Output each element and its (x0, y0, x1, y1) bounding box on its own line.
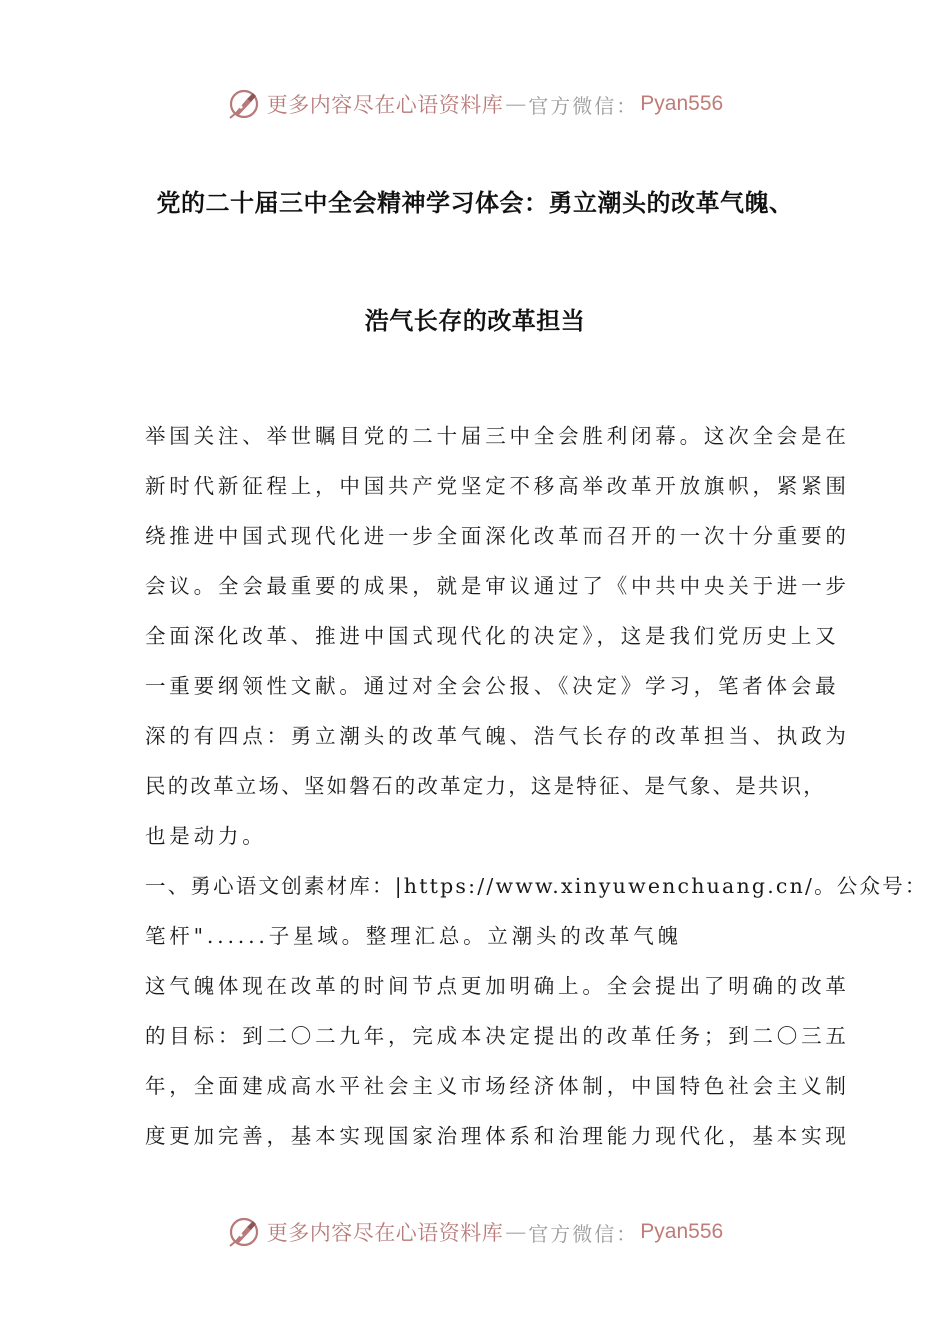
watermark-footer (0, 1212, 950, 1252)
body-line-link: 一、勇心语文创素材库：|https://www.xinyuwenchuang.cn/。公众号： (145, 874, 928, 898)
watermark-wechat-id: Pyan556 (640, 1220, 724, 1243)
watermark-wechat-label: 官方微信： (528, 1221, 639, 1246)
body-line: 的目标：到二〇二九年，完成本决定提出的改革任务；到二〇三五 (145, 1024, 850, 1048)
body-line: 民的改革立场、坚如磐石的改革定力，这是特征、是气象、是共识， (145, 774, 826, 798)
body-line: 新时代新征程上，中国共产党坚定不移高举改革开放旗帜，紧紧围 (145, 474, 850, 498)
pen-nib-logo-icon (227, 87, 261, 121)
body-line: 会议。全会最重要的成果，就是审议通过了《中共中央关于进一步 (145, 574, 850, 598)
watermark-text: 更多内容尽在心语资料库 (266, 93, 504, 117)
body-line: 笔杆"......子星域。整理汇总。立潮头的改革气魄 (145, 924, 682, 948)
body-line: 举国关注、举世瞩目党的二十届三中全会胜利闭幕。这次全会是在 (145, 424, 850, 448)
body-line: 也是动力。 (145, 824, 267, 848)
body-line: 绕推进中国式现代化进一步全面深化改革而召开的一次十分重要的 (145, 524, 850, 548)
body-line: 全面深化改革、推进中国式现代化的决定》，这是我们党历史上又 (145, 624, 840, 648)
document-body (145, 418, 928, 1168)
body-line: 这气魄体现在改革的时间节点更加明确上。全会提出了明确的改革 (145, 974, 850, 998)
document-title-line-2: 浩气长存的改革担当 (364, 307, 586, 335)
watermark-wechat-label: 官方微信： (528, 93, 639, 118)
body-line: 年，全面建成高水平社会主义市场经济体制，中国特色社会主义制 (145, 1074, 850, 1098)
pen-nib-logo-icon (227, 1215, 261, 1249)
watermark-header (0, 84, 950, 124)
watermark-separator: — (505, 92, 527, 116)
body-line: 度更加完善，基本实现国家治理体系和治理能力现代化，基本实现 (145, 1124, 850, 1148)
watermark-wechat-id: Pyan556 (640, 92, 724, 115)
watermark-text: 更多内容尽在心语资料库 (266, 1221, 504, 1245)
body-line: 深的有四点：勇立潮头的改革气魄、浩气长存的改革担当、执政为 (145, 724, 850, 748)
watermark-separator: — (505, 1220, 527, 1244)
document-title-line-1: 党的二十届三中全会精神学习体会：勇立潮头的改革气魄、 (156, 189, 794, 217)
body-line: 一重要纲领性文献。通过对全会公报、《决定》学习，笔者体会最 (145, 674, 840, 698)
